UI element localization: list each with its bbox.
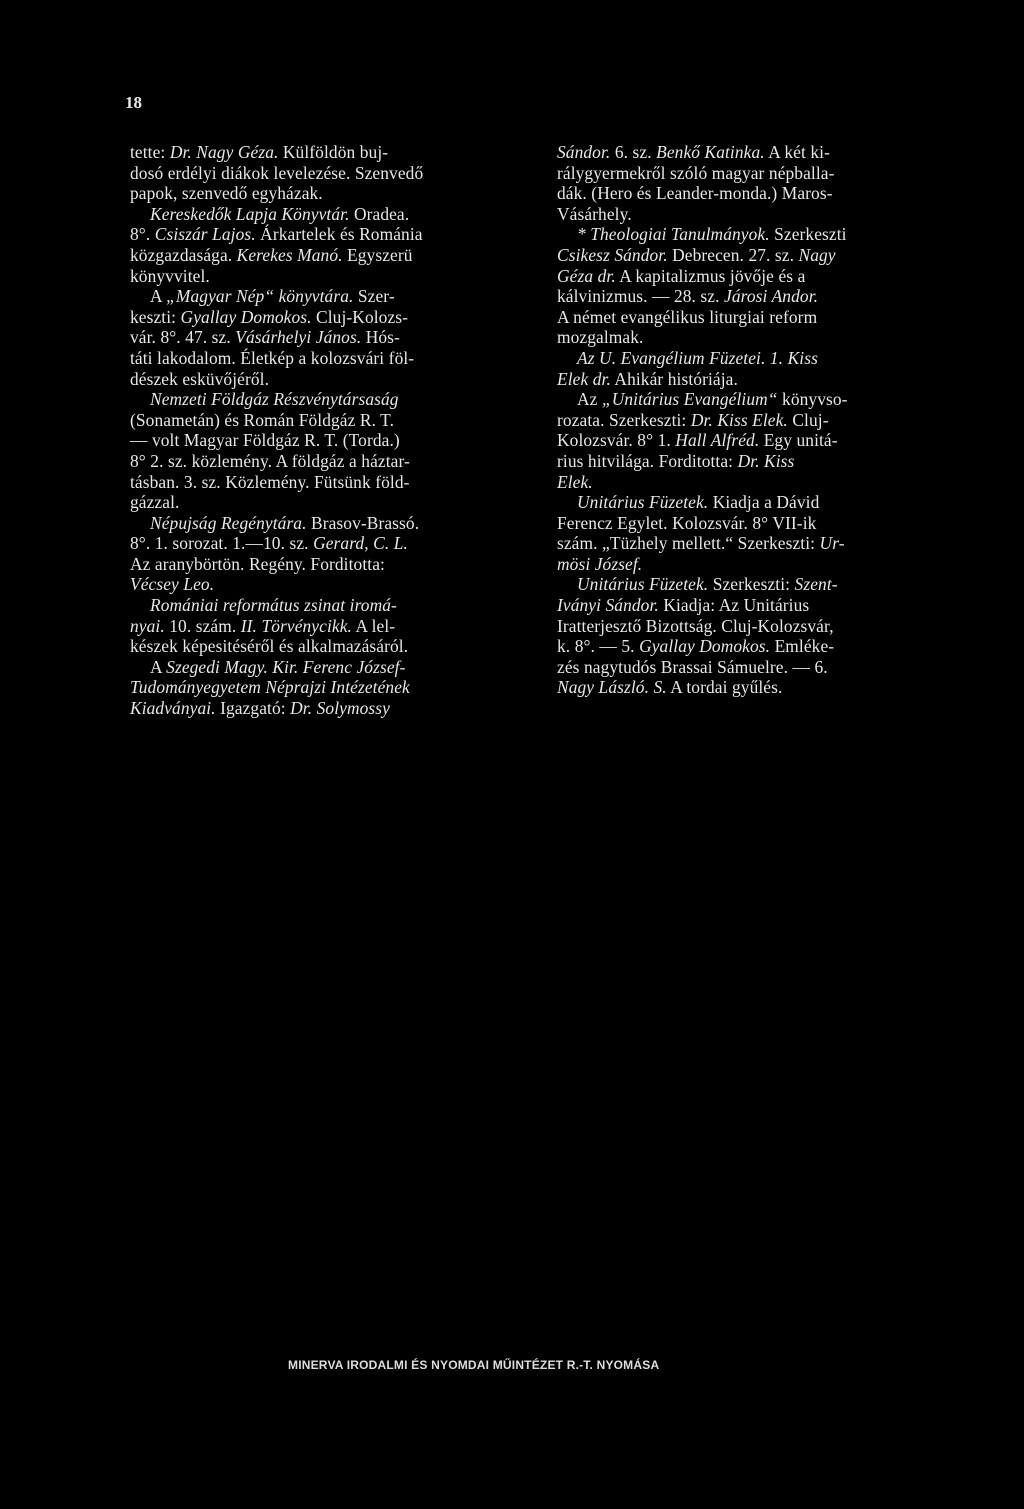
text-line: rálygyermekről szóló magyar népballa- [557,162,835,183]
text-line: Sándor. 6. sz. Benkő Katinka. A két ki- [557,142,830,162]
text-line: Tudományegyetem Néprajzi Intézetének [130,677,410,698]
left-column [130,142,530,719]
text-line: k. 8°. — 5. Gyallay Domokos. Emléke- [557,636,835,657]
text-line: mozgalmak. [557,327,644,348]
entry-start: A „Magyar Nép“ könyvtára. Szer- [150,286,395,307]
text-line: Vásárhely. [557,203,632,224]
entry-start: * Theologiai Tanulmányok. Szerkeszti [577,224,847,245]
text-line: (Sonametán) és Román Földgáz R. T. [130,409,395,430]
text-line: dosó erdélyi diákok levelezése. Szenvedő [130,162,424,183]
entry-start: Unitárius Füzetek. Szerkeszti: Szent- [577,574,838,595]
text-line: zés nagytudós Brassai Sámuelre. — 6. [557,656,828,677]
text-line: Nagy László. S. A tordai gyűlés. [557,677,783,698]
text-line: Vécsey Leo. [130,574,215,595]
text-line: A német evangélikus liturgiai reform [557,306,818,327]
text-line: vár. 8°. 47. sz. Vásárhelyi János. Hós- [130,327,400,348]
text-line: dák. (Hero és Leander-monda.) Maros- [557,183,833,204]
text-line: kálvinizmus. — 28. sz. Járosi Andor. [557,286,819,307]
text-line: rozata. Szerkeszti: Dr. Kiss Elek. Cluj- [557,409,829,430]
entry-start: Romániai református zsinat iromá- [150,595,397,616]
text-line: 8°. Csiszár Lajos. Árkartelek és Románia [130,224,423,245]
entry-start: A Szegedi Magy. Kir. Ferenc József- [150,656,406,677]
entry-start: Unitárius Füzetek. Kiadja a Dávid [577,492,820,513]
text-line: Iratterjesztő Bizottság. Cluj-Kolozsvár, [557,615,834,636]
page-number: 18 [125,93,142,112]
entry-start: Nemzeti Földgáz Részvénytársaság [150,389,399,410]
text-line: gázzal. [130,492,180,513]
text-line: — volt Magyar Földgáz R. T. (Torda.) [130,430,400,451]
printer-footer: MINERVA IRODALMI ÉS NYOMDAI MŰINTÉZET R.-T. NYOMÁSA [288,1358,660,1372]
text-line: Géza dr. A kapitalizmus jövője és a [557,265,806,286]
text-line: szám. „Tüzhely mellett.“ Szerkeszti: Ur- [557,533,845,554]
entry-start: Népujság Regénytára. Brasov-Brassó. [150,512,420,533]
text-line: Elek. [557,471,593,492]
text-line: Kiadványai. Igazgató: Dr. Solymossy [130,698,390,719]
text-line: könyvvitel. [130,265,210,286]
text-line: tette: Dr. Nagy Géza. Külföldön buj- [130,142,389,162]
text-line: Iványi Sándor. Kiadja: Az Unitárius [557,595,810,616]
text-line: dészek esküvőjéről. [130,368,270,389]
text-line: rius hitvilága. Forditotta: Dr. Kiss [557,450,795,471]
text-line: Csikesz Sándor. Debrecen. 27. sz. Nagy [557,244,836,265]
text-line: papok, szenvedő egyházak. [130,183,323,204]
text-line: nyai. 10. szám. II. Törvénycikk. A lel- [130,615,396,636]
entry-start: Kereskedők Lapja Könyvtár. Oradea. [150,203,410,224]
text-line: 8°. 1. sorozat. 1.—10. sz. Gerard, C. L. [130,533,408,554]
text-line: Elek dr. Ahikár históriája. [557,368,738,389]
text-line: táti lakodalom. Életkép a kolozsvári föl- [130,347,415,368]
entry-start: Az „Unitárius Evangélium“ könyvso- [577,389,848,410]
text-line: mösi József. [557,553,643,574]
text-line: közgazdasága. Kerekes Manó. Egyszerü [130,244,413,265]
text-line: Kolozsvár. 8° 1. Hall Alfréd. Egy unitá- [557,430,838,451]
text-line: készek képesitéséről és alkalmazásáról. [130,636,409,657]
text-line: tásban. 3. sz. Közlemény. Fütsünk föld- [130,471,410,492]
text-line: 8° 2. sz. közlemény. A földgáz a háztar- [130,450,410,471]
entry-start: Az U. Evangélium Füzetei. 1. Kiss [577,347,818,368]
right-column [557,142,957,698]
text-line: keszti: Gyallay Domokos. Cluj-Kolozs- [130,306,409,327]
text-line: Ferencz Egylet. Kolozsvár. 8° VII-ik [557,512,817,533]
text-line: Az aranybörtön. Regény. Forditotta: [130,553,385,574]
